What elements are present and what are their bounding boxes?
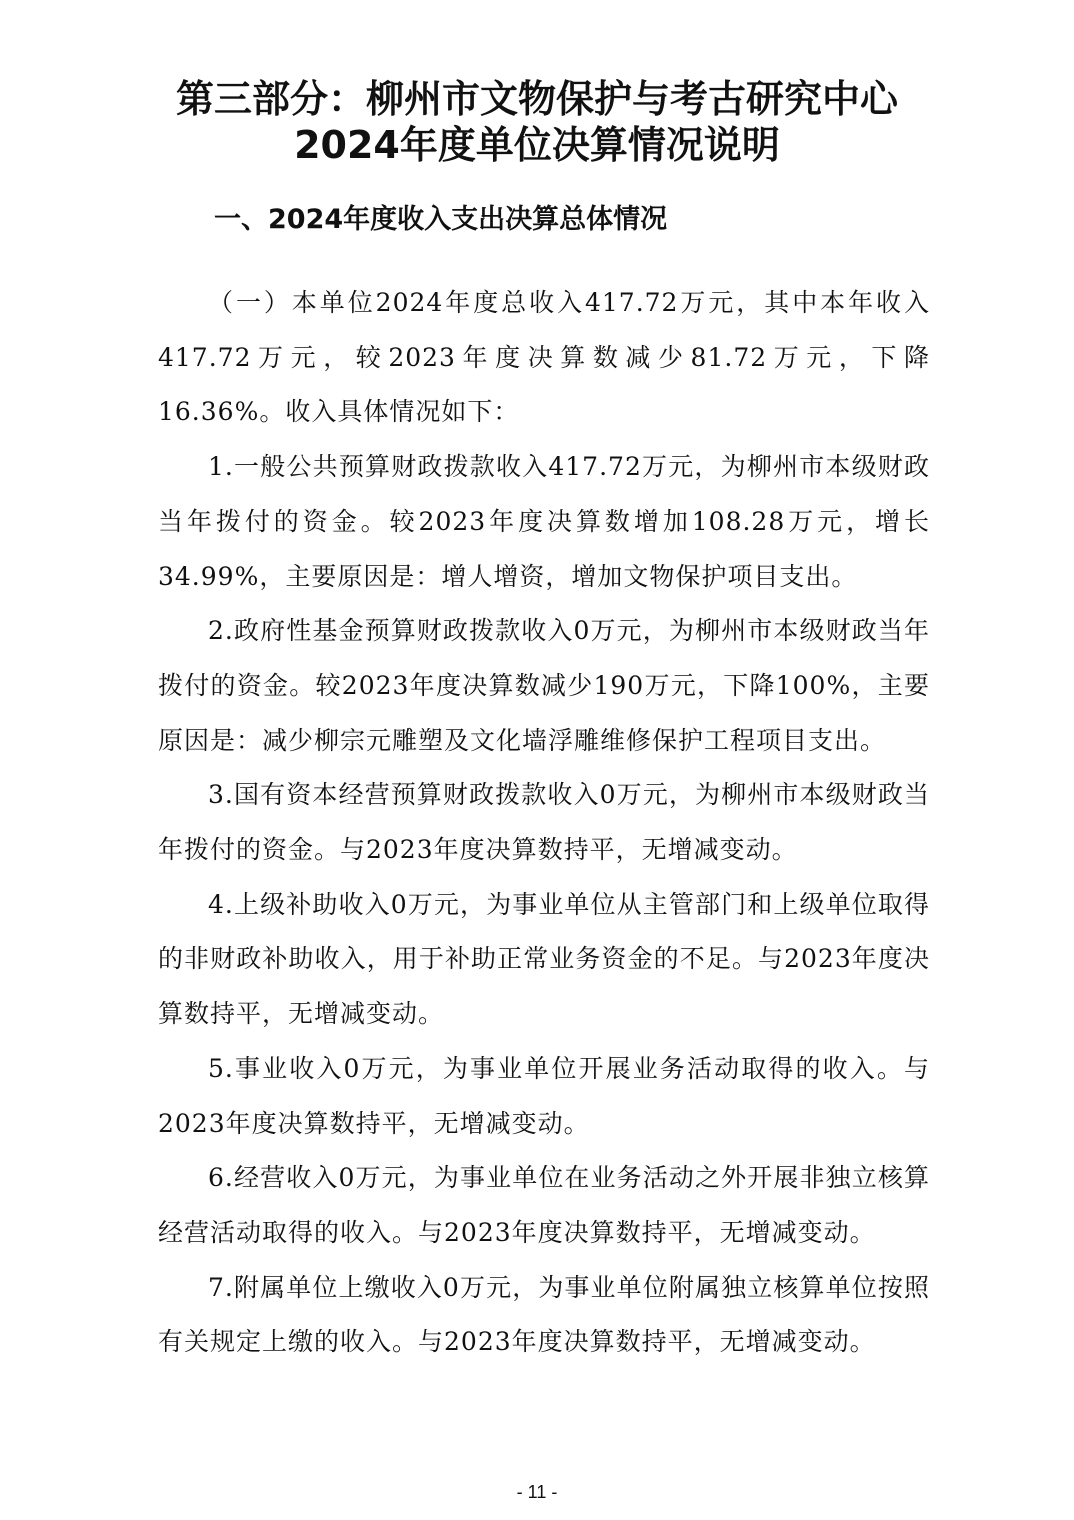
document-title [0, 76, 1074, 168]
paragraph-state-capital: 3.国有资本经营预算财政拨款收入0万元，为柳州市本级财政当年拨付的资金。与2023年度决算数持平，无增减变动。 [158, 780, 930, 865]
page-number: - 11 - [516, 1482, 558, 1502]
paragraph-affiliated-income: 7.附属单位上缴收入0万元，为事业单位附属独立核算单位按照有关规定上缴的收入。与2023年度决算数持平，无增减变动。 [158, 1272, 930, 1357]
paragraph-total-income: （一）本单位2024年度总收入417.72万元，其中本年收入417.72万元，较2023年度决算数减少81.72万元，下降16.36%。收入具体情况如下： [158, 288, 930, 427]
title-line-1: 第三部分：柳州市文物保护与考古研究中心 [175, 77, 898, 121]
paragraph-business-income: 5.事业收入0万元，为事业单位开展业务活动取得的收入。与2023年度决算数持平，无增减变动。 [158, 1053, 930, 1138]
paragraph-superior-subsidy: 4.上级补助收入0万元，为事业单位从主管部门和上级单位取得的非财政补助收入，用于补助正常业务资金的不足。与2023年度决算数持平，无增减变动。 [158, 889, 930, 1029]
paragraph-operating-income: 6.经营收入0万元，为事业单位在业务活动之外开展非独立核算经营活动取得的收入。与2023年度决算数持平，无增减变动。 [158, 1163, 930, 1247]
section-heading: 一、2024年度收入支出决算总体情况 [214, 204, 668, 235]
title-line-2: 2024年度单位决算情况说明 [294, 123, 780, 167]
body-text [158, 276, 930, 1370]
paragraph-general-budget: 1.一般公共预算财政拨款收入417.72万元，为柳州市本级财政当年拨付的资金。较2023年度决算数增加108.28万元，增长34.99%，主要原因是：增人增资，增加文物保护项目支出。 [158, 452, 930, 591]
paragraph-government-fund: 2.政府性基金预算财政拨款收入0万元，为柳州市本级财政当年拨付的资金。较2023年度决算数减少190万元，下降100%，主要原因是：减少柳宗元雕塑及文化墙浮雕维修保护工程项目支出。 [158, 616, 930, 755]
